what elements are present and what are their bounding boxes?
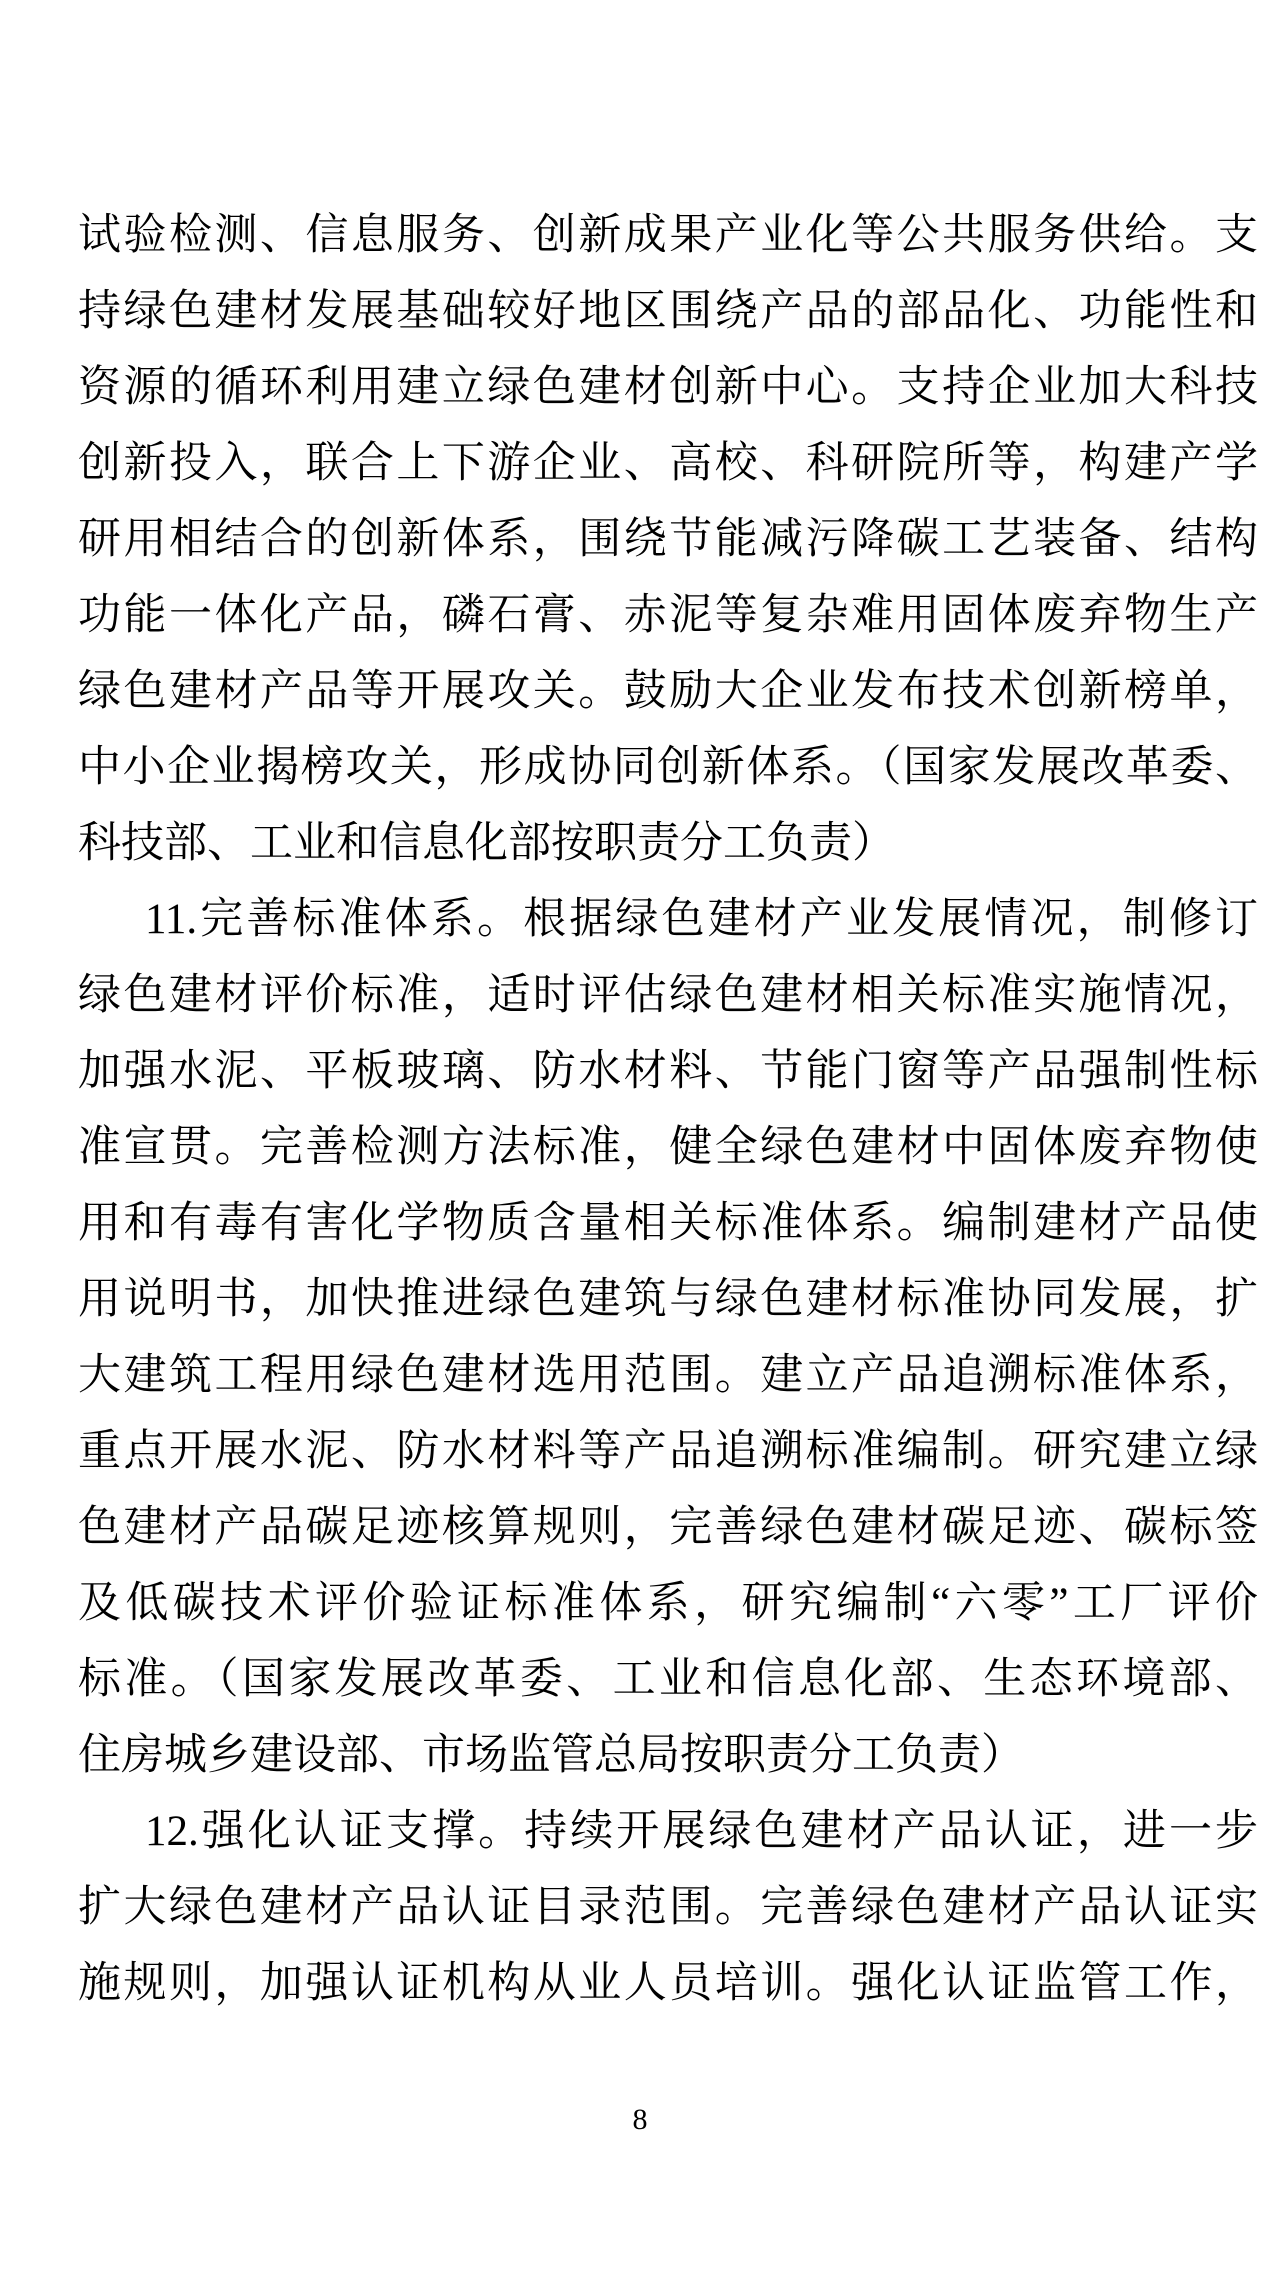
text-line: 扩大绿色建材产品认证目录范围。完善绿色建材产品认证实	[78, 1884, 1258, 1931]
text-block	[78, 198, 1258, 2022]
text-line: 绿色建材评价标准，适时评估绿色建材相关标准实施情况，	[78, 972, 1258, 1019]
text-line: 大建筑工程用绿色建材选用范围。建立产品追溯标准体系，	[78, 1352, 1258, 1399]
text-line: 加强水泥、平板玻璃、防水材料、节能门窗等产品强制性标	[78, 1048, 1258, 1095]
text-line-paragraph-end: 住房城乡建设部、市场监管总局按职责分工负责）	[78, 1732, 1024, 1779]
text-line: 创新投入，联合上下游企业、高校、科研院所等，构建产学	[78, 440, 1258, 487]
text-line: 功能一体化产品，磷石膏、赤泥等复杂难用固体废弃物生产	[78, 592, 1258, 639]
text-line: 研用相结合的创新体系，围绕节能减污降碳工艺装备、结构	[78, 516, 1258, 563]
text-line: 试验检测、信息服务、创新成果产业化等公共服务供给。支	[78, 212, 1258, 259]
text-line: 标准。（国家发展改革委、工业和信息化部、生态环境部、	[78, 1656, 1258, 1703]
text-line-paragraph-start-11: 11.完善标准体系。根据绿色建材产业发展情况，制修订	[145, 896, 1258, 943]
text-line-paragraph-end: 科技部、工业和信息化部按职责分工负责）	[78, 820, 895, 867]
page-number: 8	[632, 2103, 648, 2136]
text-line: 施规则，加强认证机构从业人员培训。强化认证监管工作，	[78, 1960, 1258, 2007]
text-line: 及低碳技术评价验证标准体系，研究编制“六零”工厂评价	[78, 1580, 1258, 1627]
text-line: 资源的循环利用建立绿色建材创新中心。支持企业加大科技	[78, 364, 1258, 411]
text-line: 持绿色建材发展基础较好地区围绕产品的部品化、功能性和	[78, 288, 1258, 335]
text-line: 用说明书，加快推进绿色建筑与绿色建材标准协同发展，扩	[78, 1276, 1258, 1323]
text-line: 中小企业揭榜攻关，形成协同创新体系。（国家发展改革委、	[78, 744, 1258, 791]
text-line-paragraph-start-12: 12.强化认证支撑。持续开展绿色建材产品认证，进一步	[145, 1808, 1258, 1855]
text-line: 用和有毒有害化学物质含量相关标准体系。编制建材产品使	[78, 1200, 1258, 1247]
text-line: 准宣贯。完善检测方法标准，健全绿色建材中固体废弃物使	[78, 1124, 1258, 1171]
text-line: 色建材产品碳足迹核算规则，完善绿色建材碳足迹、碳标签	[78, 1504, 1258, 1551]
text-line: 绿色建材产品等开展攻关。鼓励大企业发布技术创新榜单，	[78, 668, 1258, 715]
text-line: 重点开展水泥、防水材料等产品追溯标准编制。研究建立绿	[78, 1428, 1258, 1475]
